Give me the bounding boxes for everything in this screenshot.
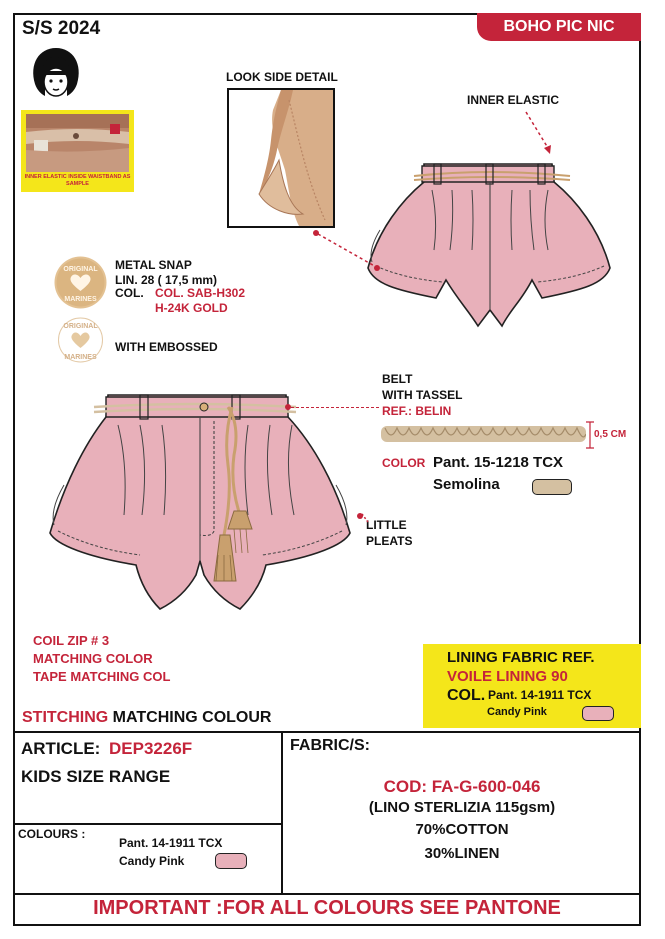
lining-color-swatch [582, 706, 614, 721]
collection-badge: BOHO PIC NIC [477, 13, 641, 41]
inner-elastic-label: INNER ELASTIC [467, 93, 560, 107]
belt-title-1: BELT [382, 372, 413, 386]
lining-pantone: Pant. 14-1911 TCX [488, 688, 592, 702]
zip-line2: MATCHING COLOR [33, 651, 153, 666]
belt-title-2: WITH TASSEL [382, 388, 463, 402]
waistband-sample-photo [26, 114, 129, 172]
embossed-label: WITH EMBOSSED [115, 340, 218, 354]
belt-color-name: Semolina [433, 476, 500, 493]
belt-ref: REF.: BELIN [382, 404, 452, 418]
pleats-pointer-line [360, 512, 370, 524]
article-label: ARTICLE: [21, 739, 101, 758]
embossed-logo [53, 316, 108, 364]
stitching-line [22, 709, 271, 727]
metal-snap-col-value-2: H-24K GOLD [155, 301, 228, 315]
belt-width: 0,5 CM [594, 429, 627, 440]
shorts-front-sketch [44, 385, 360, 615]
embossed-top-text: ORIGINAL [63, 323, 98, 330]
logo-top-text: ORIGINAL [63, 266, 98, 273]
lining-name: VOILE LINING 90 [447, 668, 568, 685]
embossed-bottom-text: MARINES [64, 354, 97, 361]
stitching-black-text: MATCHING COLOUR [112, 709, 272, 726]
metal-snap-col-label: COL. [115, 286, 144, 300]
season-label: S/S 2024 [22, 18, 101, 39]
metal-snap-size: LIN. 28 ( 17,5 mm) [115, 273, 218, 287]
fabric-composition-2: 30%LINEN [424, 845, 500, 862]
side-detail-target-dot [374, 265, 380, 271]
little-pleats-line1: LITTLE [366, 518, 407, 532]
side-detail-image [229, 90, 333, 226]
important-footer: IMPORTANT :FOR ALL COLOURS SEE PANTONE [93, 897, 561, 919]
size-range: KIDS SIZE RANGE [21, 767, 171, 786]
belt-pointer-line [291, 407, 379, 408]
photo-caption: INNER ELASTIC INSIDE WAISTBAND AS SAMPLE [24, 174, 131, 187]
table-bottom-rule [13, 893, 641, 895]
belt-width-marker [586, 420, 594, 450]
belt-pantone: Pant. 15-1218 TCX [433, 454, 564, 471]
metal-snap-logo-gold [53, 255, 108, 310]
fabric-code: COD: FA-G-600-046 [383, 777, 541, 796]
zip-line3: TAPE MATCHING COL [33, 669, 171, 684]
article-colours-rule [13, 823, 282, 825]
fabric-label: FABRIC/S: [290, 737, 370, 754]
sample-photo-box [21, 110, 134, 192]
side-detail-photo [227, 88, 335, 228]
fabric-composition-1: 70%COTTON [415, 821, 509, 838]
metal-snap-col-value: COL. SAB-H302 [155, 286, 246, 300]
colours-pantone: Pant. 14-1911 TCX [119, 836, 223, 850]
fabric-name: (LINO STERLIZIA 115gsm) [368, 799, 556, 816]
article-code: DEP3226F [109, 739, 193, 758]
lining-color-name: Candy Pink [487, 706, 547, 718]
belt-color-label: COLOR [382, 456, 426, 470]
metal-snap-title: METAL SNAP [115, 258, 192, 272]
logo-bottom-text: MARINES [64, 296, 97, 303]
lining-col-label: COL. [447, 687, 486, 704]
shorts-back-sketch [362, 150, 618, 340]
brand-girl-face-icon [27, 44, 85, 102]
little-pleats-line2: PLEATS [366, 534, 413, 548]
look-side-detail-label: LOOK SIDE DETAIL [226, 70, 338, 84]
belt-color-swatch [532, 479, 572, 495]
colours-label: COLOURS : [18, 827, 86, 841]
table-top-rule [13, 731, 641, 733]
colours-color-swatch [215, 853, 247, 869]
colours-color-name: Candy Pink [119, 854, 185, 868]
stitching-red-text: STITCHING [22, 709, 109, 726]
lining-title: LINING FABRIC REF. [447, 649, 595, 666]
belt-cord-image [381, 418, 586, 450]
zip-line1: COIL ZIP # 3 [33, 633, 110, 648]
